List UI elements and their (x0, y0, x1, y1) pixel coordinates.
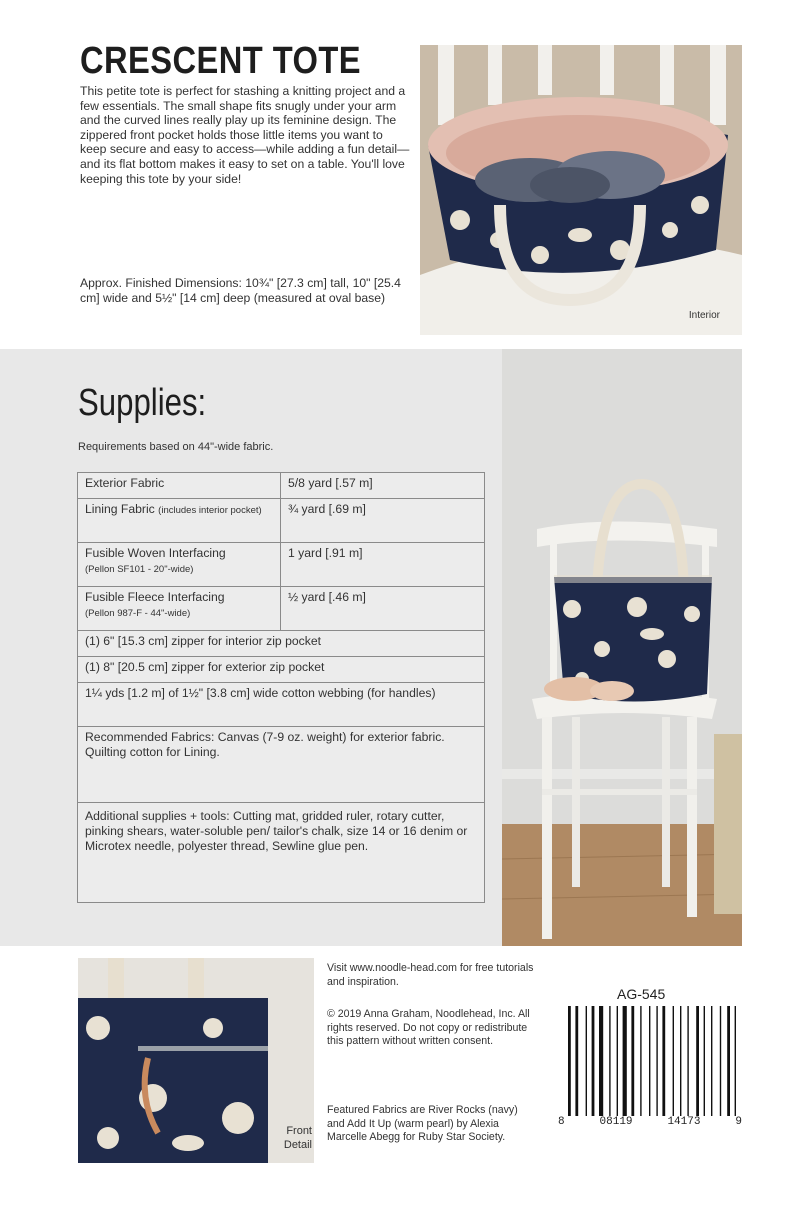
website-note: Visit www.noodle-head.com for free tutorials and inspiration. (327, 962, 534, 988)
supply-amount: 1 yard [.91 m] (281, 543, 485, 587)
finished-dimensions: Approx. Finished Dimensions: 10¾" [27.3 cm] tall, 10" [25.4 cm] wide and 5½" [14 cm] deep (measured at oval base) (80, 276, 401, 305)
copyright-notice: © 2019 Anna Graham, Noodlehead, Inc. All rights reserved. Do not copy or redistribute this pattern without written consent. (327, 1008, 530, 1047)
barcode-digits (558, 1116, 742, 1128)
interior-photo (420, 45, 742, 335)
table-row (78, 543, 485, 587)
table-row (78, 499, 485, 543)
zipper-interior: (1) 6" [15.3 cm] zipper for interior zip pocket (78, 631, 485, 657)
barcode-digit-group: 14173 (667, 1116, 701, 1128)
barcode-digit-group: 08119 (599, 1116, 633, 1128)
supply-item: Fusible Woven Interfacing (Pellon SF101 - 20"-wide) (78, 543, 281, 587)
tote-on-chair-photo (502, 349, 742, 946)
webbing-requirement: 1¼ yds [1.2 m] of 1½" [3.8 cm] wide cotton webbing (for handles) (78, 683, 485, 727)
supply-item-note: (Pellon SF101 - 20"-wide) (85, 564, 194, 575)
table-row (78, 631, 485, 657)
table-row (78, 683, 485, 727)
interior-photo-illustration (420, 45, 742, 335)
barcode-digit-group: 9 (735, 1116, 742, 1128)
table-row (78, 803, 485, 903)
barcode-digit-group: 8 (558, 1116, 565, 1128)
supply-amount: ¾ yard [.69 m] (281, 499, 485, 543)
recommended-fabrics: Recommended Fabrics: Canvas (7-9 oz. weight) for exterior fabric. Quilting cotton for Lining. (78, 727, 485, 803)
supplies-title: Supplies: (78, 382, 207, 424)
additional-supplies: Additional supplies + tools: Cutting mat, gridded ruler, rotary cutter, pinking shears, water-soluble pen/ tailor's chalk, size 14 or 16 denim or Microtex needle, polyester thread, Sewline glue pen. (78, 803, 485, 903)
table-row (78, 727, 485, 803)
supply-item: Exterior Fabric (78, 473, 281, 499)
supply-amount: ½ yard [.46 m] (281, 587, 485, 631)
front-detail-caption: Front Detail (283, 1125, 312, 1151)
zipper-exterior: (1) 8" [20.5 cm] zipper for exterior zip pocket (78, 657, 485, 683)
table-row (78, 587, 485, 631)
chair-photo-illustration (502, 349, 742, 946)
supply-item-note: (Pellon 987-F - 44"-wide) (85, 608, 191, 619)
product-sku: AG-545 (617, 986, 666, 1002)
interior-photo-caption: Interior (688, 310, 720, 321)
supplies-note: Requirements based on 44"-wide fabric. (78, 441, 274, 453)
supplies-table (77, 472, 485, 903)
supply-amount: 5/8 yard [.57 m] (281, 473, 485, 499)
supply-item-note: (includes interior pocket) (158, 505, 262, 516)
pattern-description: This petite tote is perfect for stashing a knitting project and a few essentials. The small shape fits snugly under your arm and the curved lines really play up its feminine design. The zippered front pocket holds those little items you want to keep secure and easy to access—while adding a fun detail—and its flat bottom makes it easy to set on a table. You'll love keeping this tote by your side! (80, 84, 410, 186)
supply-item: Lining Fabric (includes interior pocket) (78, 499, 281, 543)
table-row (78, 473, 485, 499)
supply-item: Fusible Fleece Interfacing (Pellon 987-F - 44"-wide) (78, 587, 281, 631)
table-row (78, 657, 485, 683)
pattern-title: CRESCENT TOTE (80, 40, 361, 82)
featured-fabrics-note: Featured Fabrics are River Rocks (navy) and Add It Up (warm pearl) by Alexia Marcelle Abegg for Ruby Star Society. (327, 1104, 518, 1143)
